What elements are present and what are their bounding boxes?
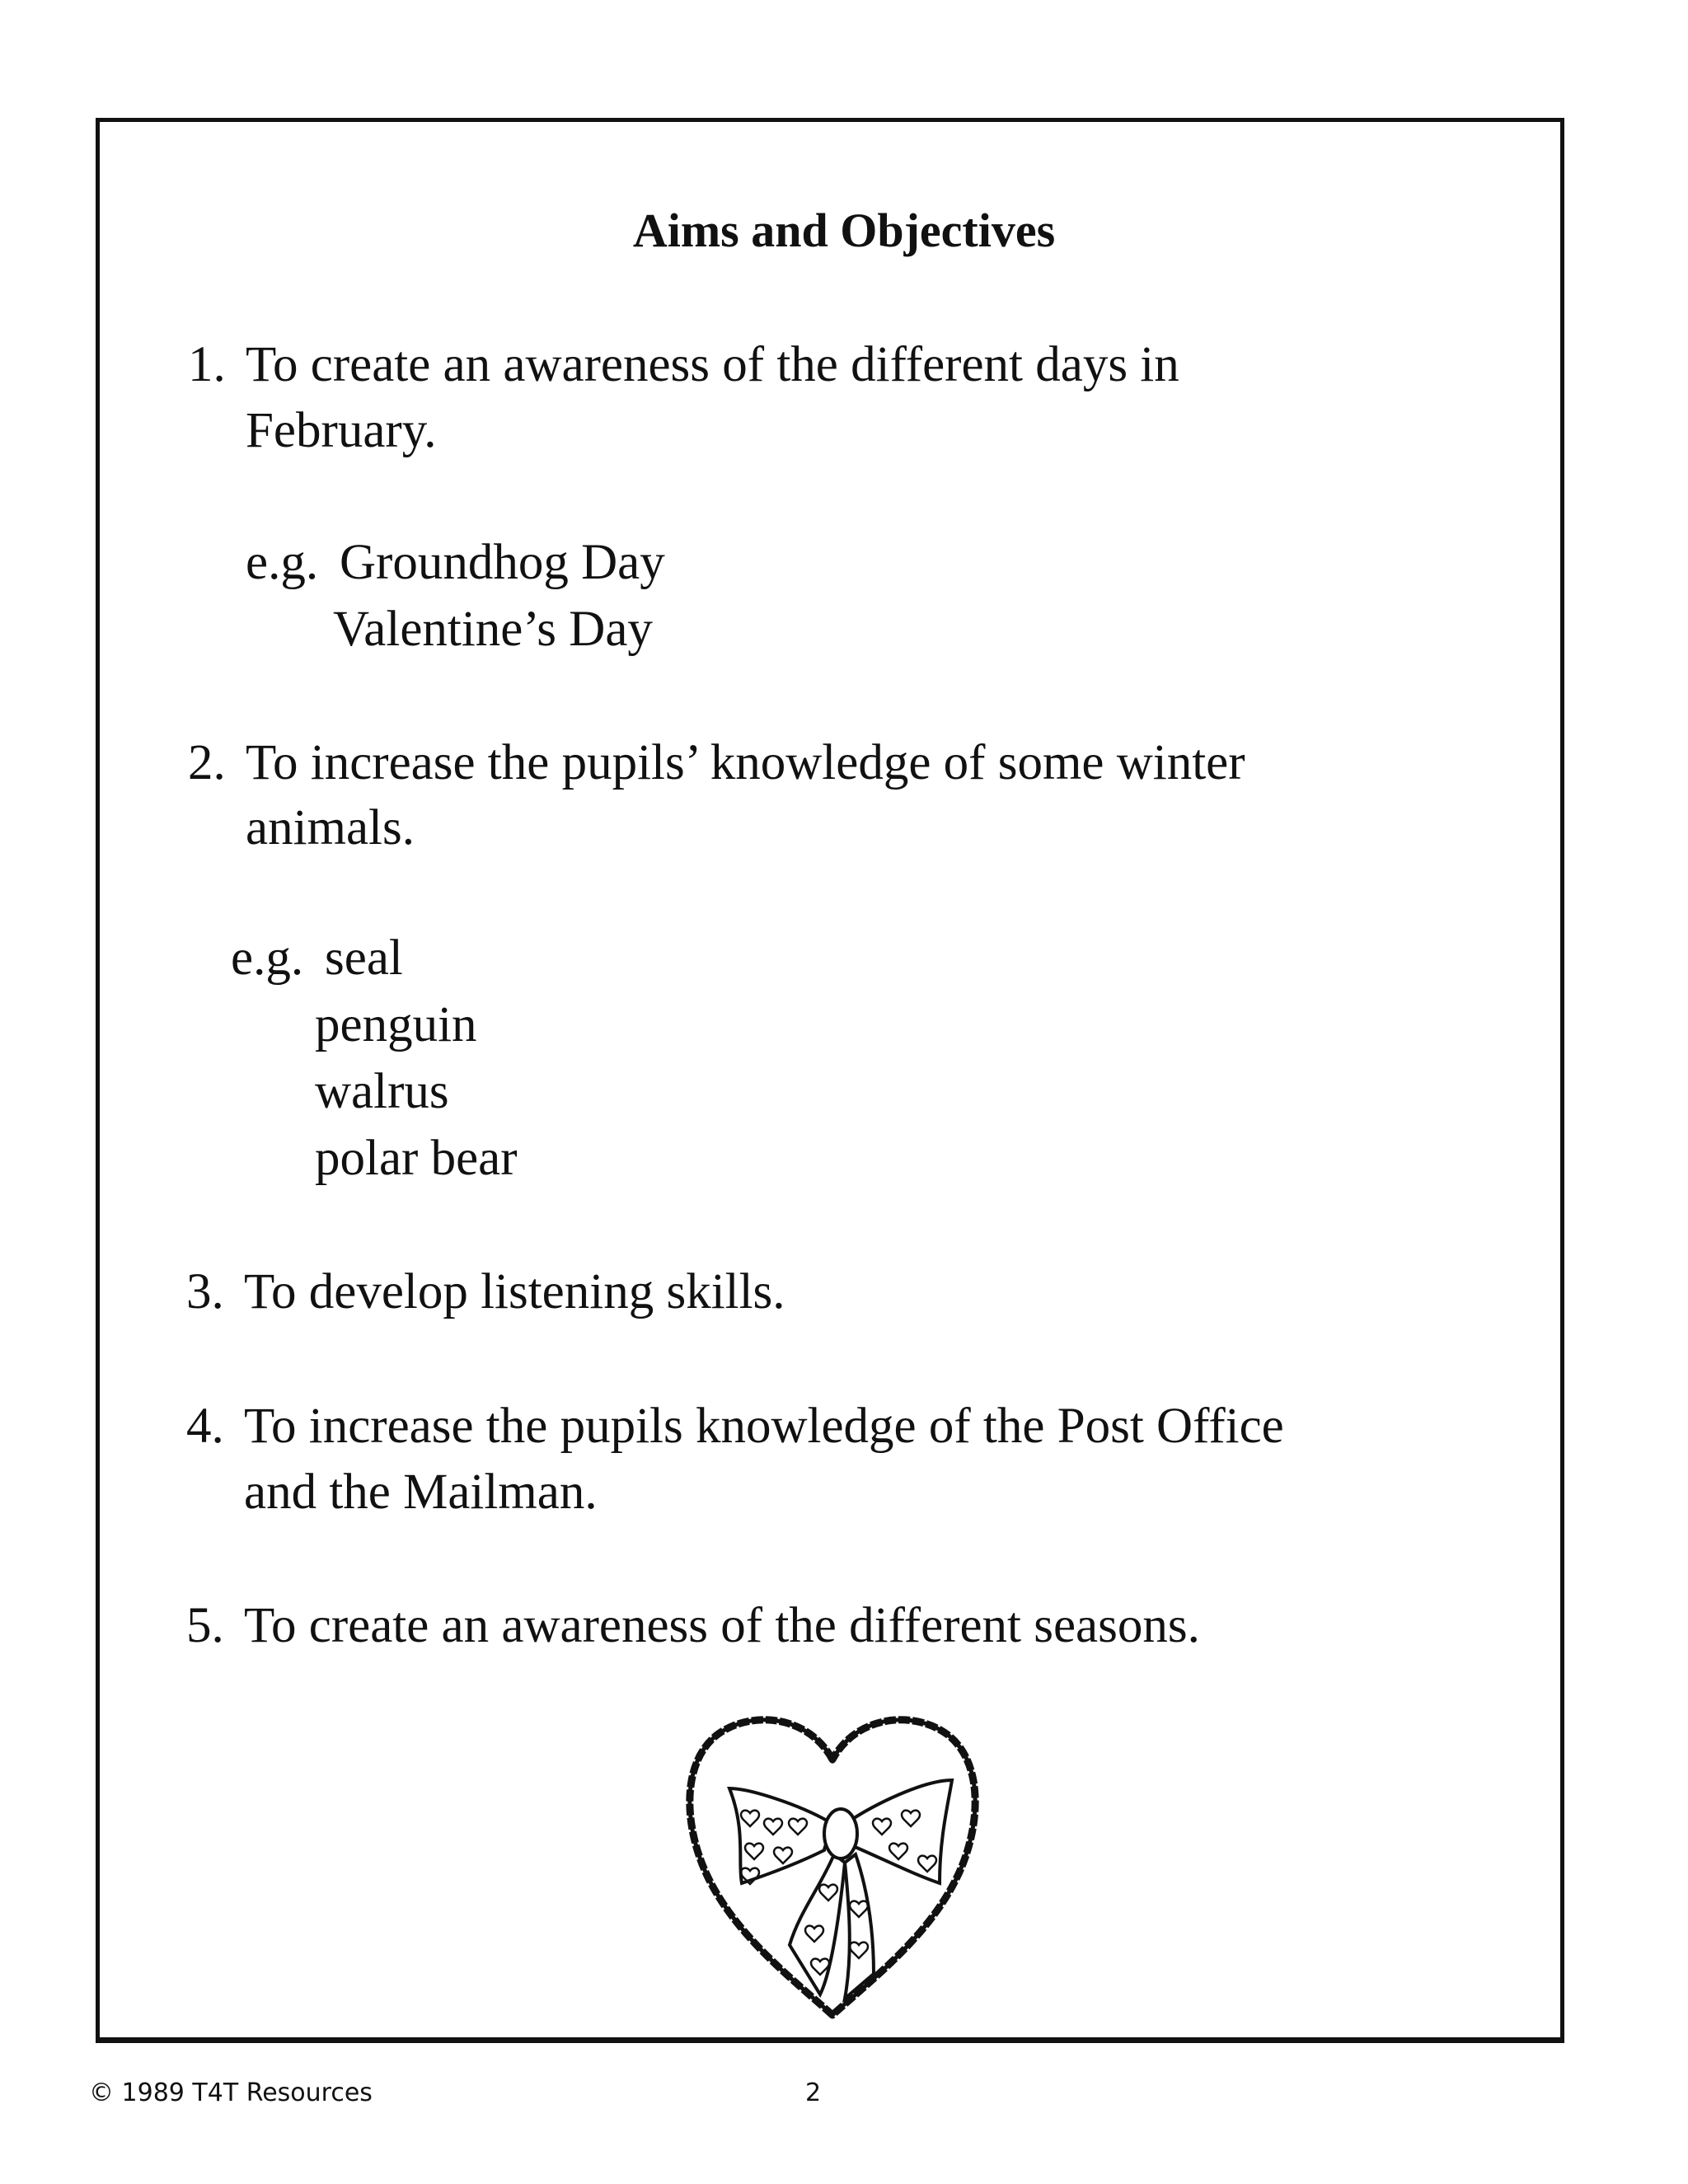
objective-number: 3. <box>186 1264 224 1319</box>
example-item: seal <box>325 930 403 986</box>
page-title: Aims and Objectives <box>632 204 1056 257</box>
objective-number: 5. <box>186 1598 224 1653</box>
objective-text: and the Mailman. <box>244 1465 598 1520</box>
objective-number: 2. <box>188 735 226 790</box>
page-number: 2 <box>805 2079 822 2107</box>
example-item: walrus <box>315 1064 449 1119</box>
example-label: e.g. <box>246 535 319 590</box>
objective-text: To create an awareness of the different days in <box>246 337 1179 392</box>
heart-bow-illustration <box>676 1698 989 2019</box>
objective-text: February. <box>246 403 437 458</box>
objective-text: To develop listening skills. <box>244 1264 785 1319</box>
objective-text: To create an awareness of the different seasons. <box>244 1598 1200 1653</box>
objective-text: To increase the pupils’ knowledge of some winter <box>246 735 1245 790</box>
example-item: Groundhog Day <box>340 535 665 590</box>
objective-number: 4. <box>186 1399 224 1454</box>
objective-text: animals. <box>246 800 415 855</box>
example-item: Valentine’s Day <box>333 602 653 657</box>
example-label: e.g. <box>231 930 304 986</box>
objective-text: To increase the pupils knowledge of the Post Office <box>244 1399 1284 1454</box>
objective-number: 1. <box>188 337 226 392</box>
example-item: penguin <box>315 997 477 1052</box>
example-item: polar bear <box>315 1131 518 1186</box>
copyright-footer: © 1989 T4T Resources <box>89 2079 373 2107</box>
